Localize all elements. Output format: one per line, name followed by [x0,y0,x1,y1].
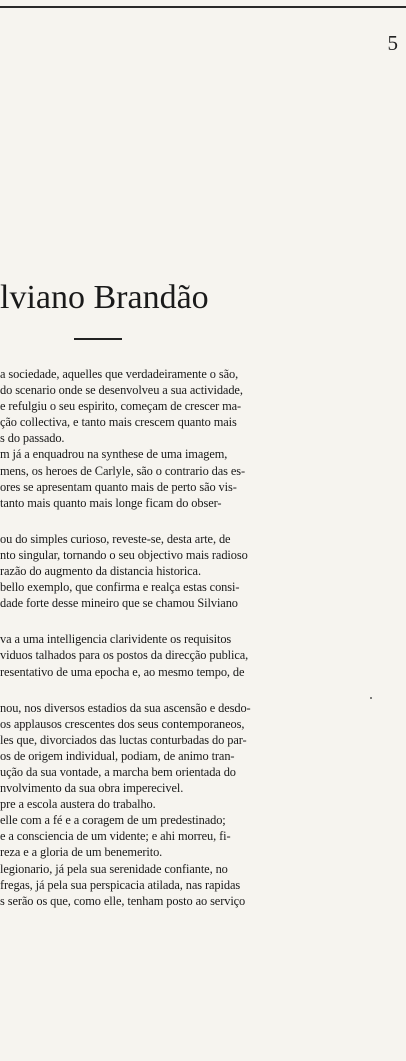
text-line: ores se apresentam quanto mais de perto são vis- [0,479,237,494]
text-line: tanto mais quanto mais longe ficam do obser- [0,495,222,510]
text-line: reza e a gloria de um benemerito. [0,845,163,860]
text-line: do scenario onde se desenvolveu a sua actividade, [0,383,243,398]
paragraph-3 [0,631,406,679]
text-line: bello exemplo, que confirma e realça estas consi- [0,580,240,595]
text-line: ou do simples curioso, reveste-se, desta arte, de [0,531,231,546]
paragraph-gap [0,511,406,531]
chapter-title: lviano Brandão [0,279,209,316]
text-line: ução da sua vontade, a marcha bem orientada do [0,764,236,779]
text-line: s do passado. [0,431,65,446]
text-line: ção collectiva, e tanto mais crescem quanto mais [0,415,237,430]
text-line: les que, divorciados das luctas conturbadas do par- [0,732,247,747]
text-line: m já a enquadrou na synthese de uma imagem, [0,447,228,462]
text-line: va a uma intelligencia clarividente os requisitos [0,632,232,647]
text-line: e a consciencia de um vidente; e ahi morreu, fi- [0,829,231,844]
text-line: e refulgiu o seu espirito, começam de crescer ma- [0,399,242,414]
text-line: viduos talhados para os postos da direcção publica, [0,648,249,663]
text-line: pre a escola austera do trabalho. [0,797,156,812]
text-line: mens, os heroes de Carlyle, são o contrario das es- [0,463,246,478]
text-line: nvolvimento da sua obra imperecivel. [0,781,184,796]
text-line: s serão os que, como elle, tenham posto ao serviço [0,893,246,908]
text-line: legionario, já pela sua serenidade confiante, no [0,861,228,876]
paragraph-1 [0,366,406,511]
text-line: elle com a fé e a coragem de um predestinado; [0,813,226,828]
body-text [0,366,406,909]
text-line: fregas, já pela sua perspicacia atilada, nas rapidas [0,877,241,892]
text-line: dade forte desse mineiro que se chamou Silviano [0,596,238,611]
text-line: nto singular, tornando o seu objectivo mais radioso [0,547,248,562]
top-border-rule [0,0,406,8]
paragraph-gap [0,680,406,700]
paragraph-2 [0,531,406,611]
text-line: a sociedade, aquelles que verdadeiramente o são, [0,367,239,381]
paragraph-gap [0,611,406,631]
paragraph-4 [0,700,406,909]
text-line: os applausos crescentes dos seus contemporaneos, [0,716,245,731]
page-number: 5 [387,31,398,55]
title-divider [74,338,122,340]
text-line: resentativo de uma epocha e, ao mesmo tempo, de [0,664,245,679]
text-line: nou, nos diversos estadios da sua ascensão e desdo- [0,700,251,715]
text-line: os de origem individual, podiam, de animo tran- [0,748,235,763]
text-line: razão do augmento da distancia historica. [0,564,201,579]
